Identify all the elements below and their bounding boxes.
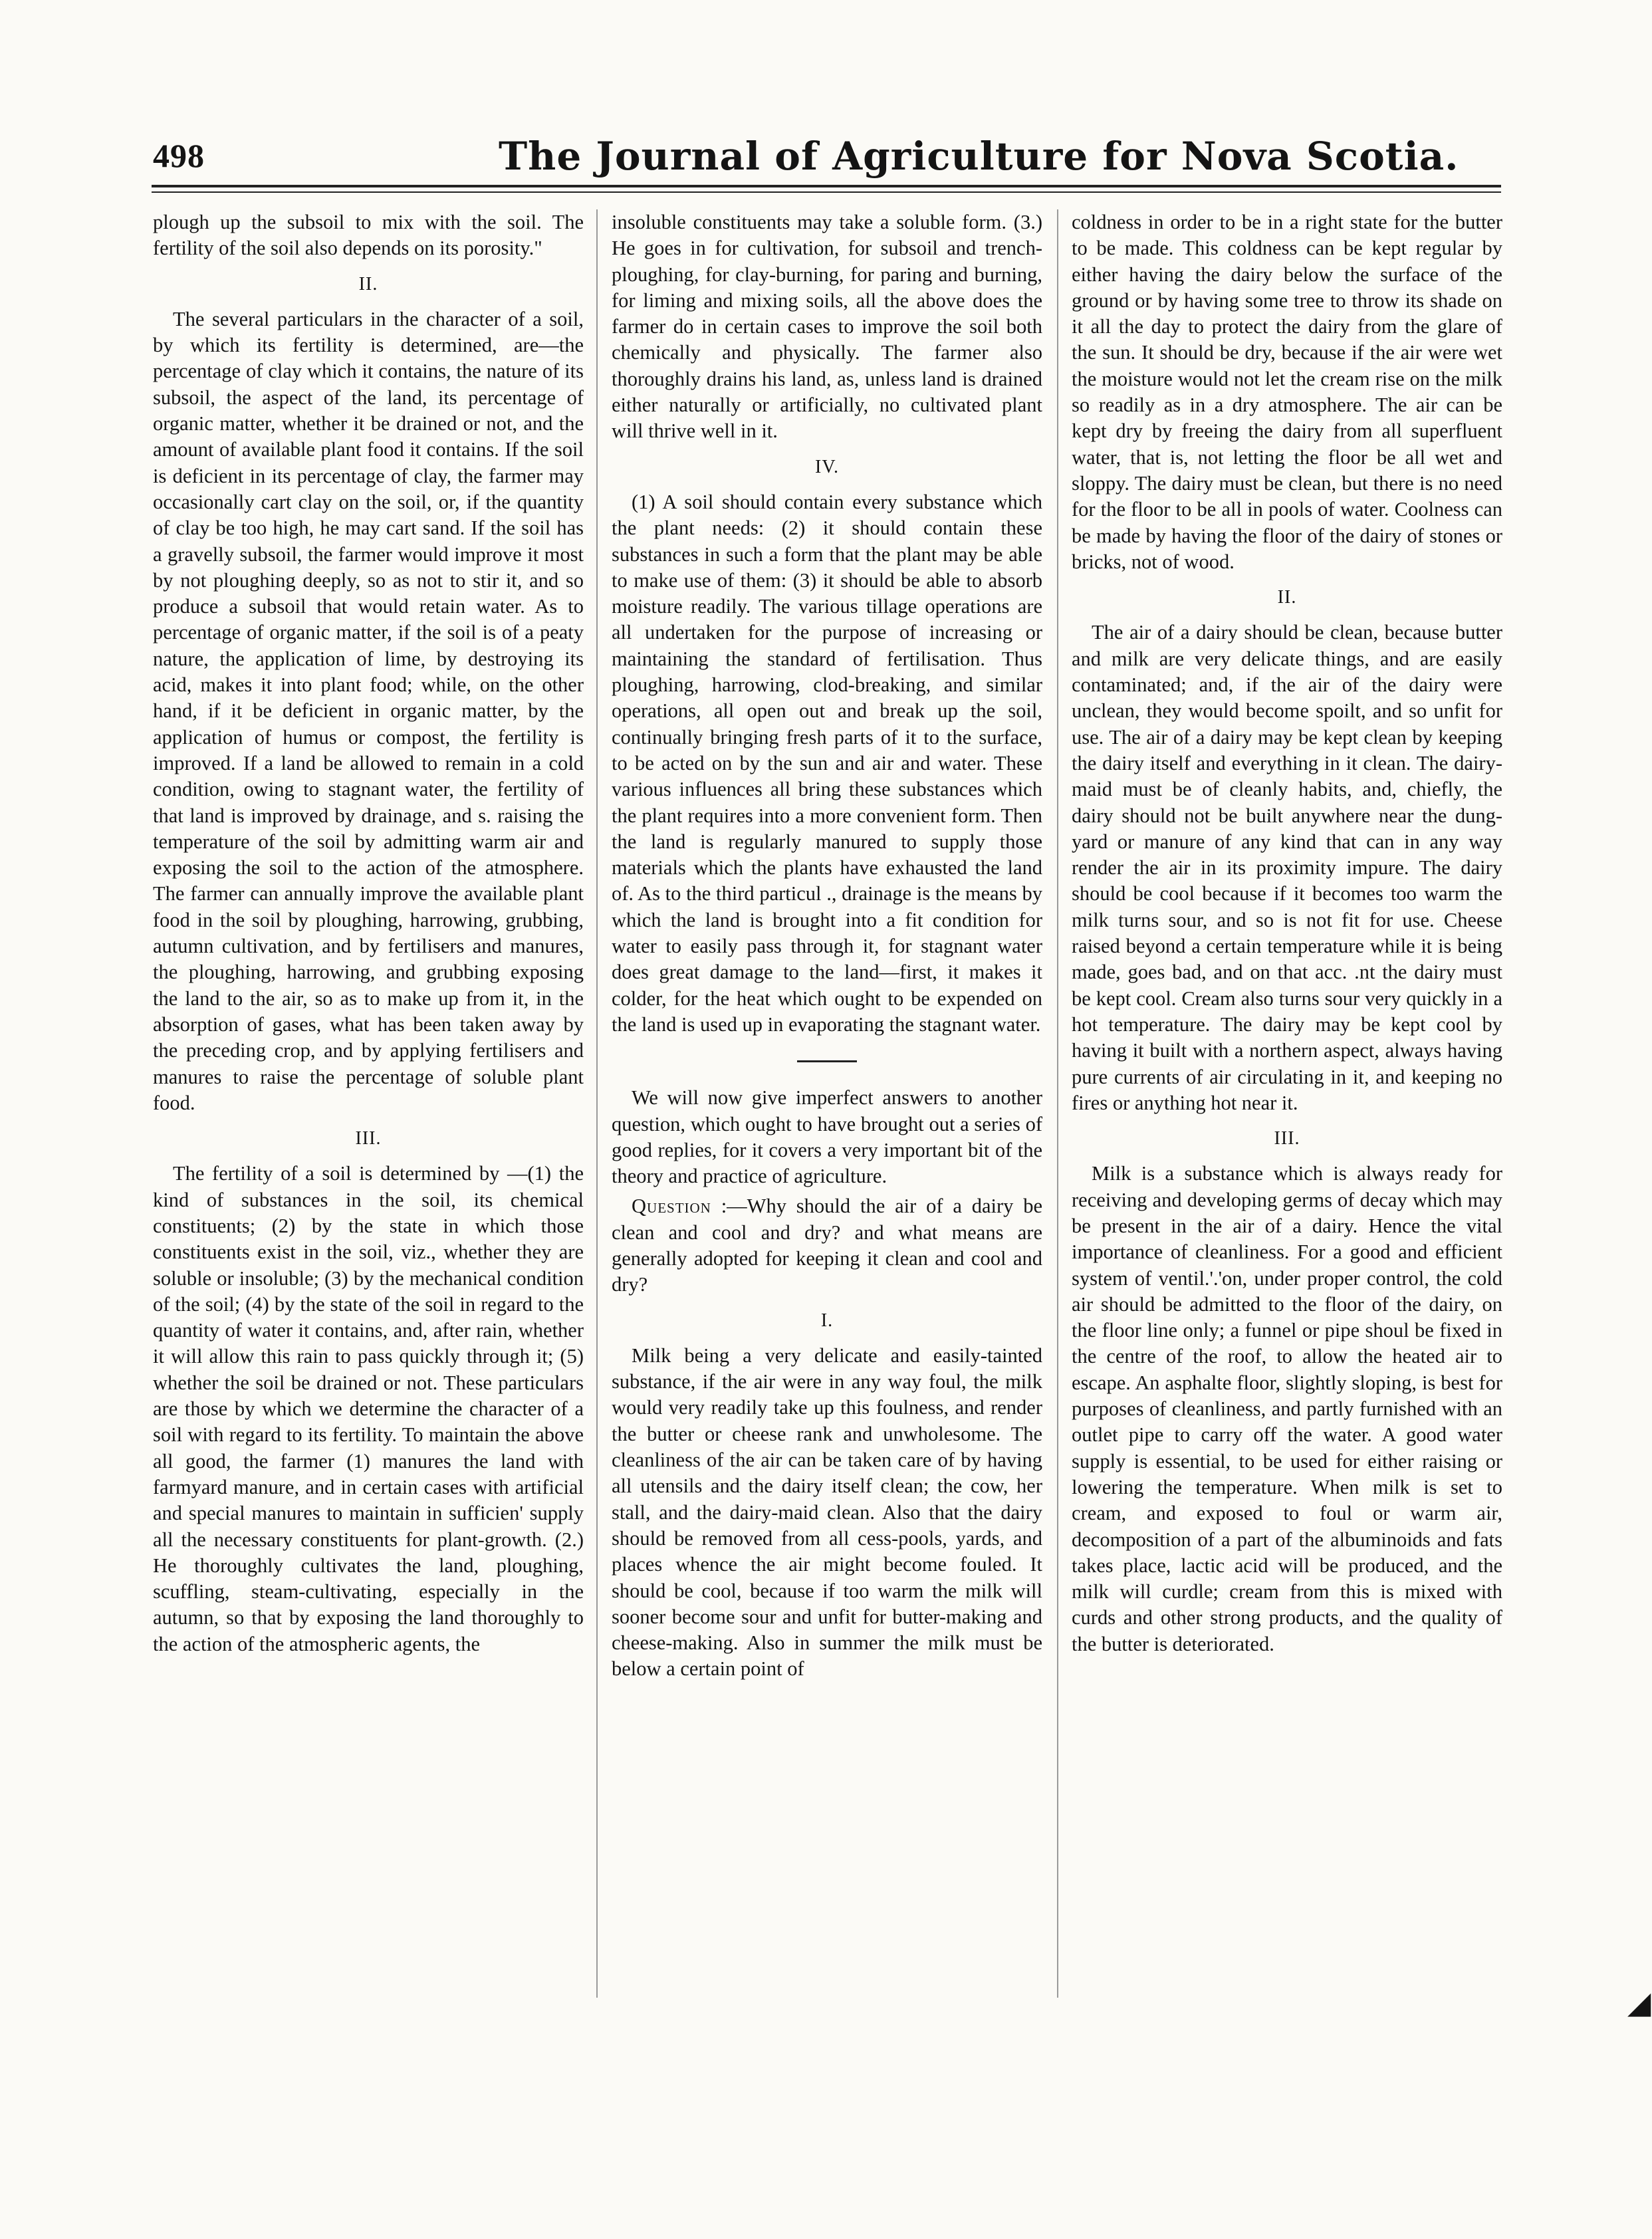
question-text: :—Why should the air of a dairy be clean and cool and dry? and what means are generally adopted for keeping it clean and cool and dry? bbox=[612, 1195, 1043, 1296]
section-separator bbox=[797, 1060, 857, 1062]
page-edge-mark: ◢ bbox=[1627, 1986, 1651, 2020]
section-numeral: III. bbox=[1274, 1128, 1300, 1149]
section-numeral: III. bbox=[355, 1128, 382, 1149]
paragraph: We will now give imperfect answers to another question, which ought to have brought out a series of good replies, for it covers a very important bit of the theory and practice of agriculture. bbox=[612, 1086, 1042, 1188]
paragraph: Milk being a very delicate and easily-tainted substance, if the air were in any way foul, the milk would very readily take up this foulness, and render the butter or cheese rank and unwholesome. The cleanliness of the air can be taken care of by having all utensils and the dairy itself clean; the cow, her stall, and the dairy-maid clean. Also that the dairy should be removed from all cess-pools, yards, and places whence the air might become fouled. It should be cool, because if too warm the milk will sooner become sour and unfit for butter-making and cheese-making. Also in summer the milk must be below a certain point of bbox=[612, 1344, 1042, 1681]
paragraph: coldness in order to be in a right state for the butter to be made. This coldness can be kept regular by either having the dairy below the surface of the ground or by having some tree to throw its shade on it all the day to protect the dairy from the glare of the sun. It should be dry, because if the air were wet the moisture would not let the cream rise on the milk so readily as in a dry atmosphere. The air can be kept dry by freeing the dairy from all superfluent water, that is, not letting the floor be all wet and sloppy. The dairy must be clean, but there is no need for the floor to be all in pools of water. Coolness can be made by having the floor of the dairy of stones or bricks, not of wood. bbox=[1072, 211, 1502, 573]
section-numeral: II. bbox=[1277, 587, 1297, 608]
paragraph: The fertility of a soil is determined by —(1) the kind of substances in the soil, its chemical constituents; (2) by the state in which those constituents exist in the soil, viz., whether they are soluble or insoluble; (3) by the mechanical condition of the soil; (4) by the state of the soil in regard to the quantity of water it contains, and, after rain, whether it will allow this rain to pass quickly through it; (5) whether the soil be drained or not. These particulars are those by which we determine the character of a soil with regard to its fertility. To maintain the above all good, the farmer (1) manures the land with farmyard manure, and in certain cases with artificial and special manures to maintain in sufficien' supply all the necessary constituents for plant-growth. (2.) He thoroughly cultivates the land, ploughing, scuffling, steam-cultivating, especially in the autumn, so that by exposing the land thoroughly to the action of the atmospheric agents, the bbox=[153, 1162, 584, 1655]
question-label: Question bbox=[632, 1195, 711, 1218]
column-divider bbox=[596, 209, 598, 1998]
text-column-3 bbox=[1072, 209, 1502, 1657]
paragraph: plough up the subsoil to mix with the soil. The fertility of the soil also depends on its porosity." bbox=[153, 211, 584, 260]
question-paragraph bbox=[612, 1193, 1042, 1298]
paragraph: Milk is a substance which is always ready for receiving and developing germs of decay which may be present in the air of a dairy. Hence the vital importance of cleanliness. For a good and efficient system of ventil.'.'on, under proper control, the cold air should be admitted to the floor of the dairy, on the floor line only; a funnel or pipe shoul be fixed in the centre of the roof, to allow the heated air to escape. An asphalte floor, slightly sloping, is best for purposes of cleanliness, and partly furnished with an outlet pipe to carry off the water. A good water supply is essential, to be used for either raising or lowering the temperature. When milk is set to cream, and exposed to foul or warm air, decomposition of a part of the albuminoids and fats takes place, lactic acid will be produced, and the milk will curdle; cream from this is mixed with curds and other strong products, and the quality of the butter is deteriorated. bbox=[1072, 1162, 1502, 1655]
section-numeral: I. bbox=[820, 1310, 834, 1331]
paragraph: (1) A soil should contain every substance which the plant needs: (2) it should contain these substances in such a form that the plant may be able to make use of them: (3) it should be able to absorb moisture readily. The various tillage operations are all undertaken for the purpose of increasing or maintaining the standard of fertilisation. Thus ploughing, harrowing, clod-breaking, and similar operations, all open out and break up the soil, continually bringing fresh parts of it to the surface, to be acted on by the sun and air and water. These various influences all bring these substances which the plant requires into a more convenient form. Then the land is regularly manured to supply those materials which the plants have exhausted the land of. As to the third particul ., drainage is the means by which the land is brought into a fit condition for water to easily pass through it, for stagnant water does great damage to the land—first, it makes it colder, for the heat which ought to be expended on the land is used up in evaporating the stagnant water. bbox=[612, 490, 1042, 1036]
text-column-2 bbox=[612, 209, 1042, 1683]
page-number: 498 bbox=[153, 137, 205, 174]
text-column-1 bbox=[153, 209, 584, 1657]
column-divider bbox=[1057, 209, 1058, 1998]
paragraph: The several particulars in the character of a soil, by which its fertility is determined, are—the percentage of clay which it contains, the nature of its subsoil, the aspect of the land, its percentage of organic matter, whether it be drained or not, and the amount of available plant food it contains. If the soil is deficient in its percentage of clay, the farmer may occasionally cart clay on the soil, or, if the quantity of clay be too high, he may cart sand. If the soil has a gravelly subsoil, the farmer would improve it most by not ploughing deeply, so as not to stir it, and so produce a subsoil that would retain water. As to percentage of organic matter, if the soil is of a peaty nature, the application of lime, by destroying its acid, makes it into plant food; while, on the other hand, if it be deficient in organic matter, by the application of humus or compost, the fertility is improved. If a land be allowed to remain in a cold condition, owing to stagnant water, the fertility of that land is improved by drainage, and s. raising the temperature of the soil by admitting warm air and exposing the soil to the action of the atmosphere. The farmer can annually improve the available plant food in the soil by ploughing, harrowing, grubbing, autumn cultivation, and by fertilisers and manures, the ploughing, harrowing, and grubbing exposing the land to the air, so as to make up from it, in the absorption of gases, what has been taken away by the preceding crop, and by applying fertilisers and manures to raise the percentage of soluble plant food. bbox=[153, 307, 584, 1114]
header-rule-thick bbox=[152, 185, 1501, 187]
paragraph: The air of a dairy should be clean, because butter and milk are very delicate things, and are easily contaminated; and, if the air of the dairy were unclean, they would become spoilt, and so unfit for use. The air of a dairy may be kept clean by keeping the dairy itself and everything in it clean. The dairy-maid must be of cleanly habits, and, chiefly, the dairy should not be built anywhere near the dung-yard or manure of any kind that can in any way render the air in its proximity impure. The dairy should be cool because if it becomes too warm the milk turns sour, and so is not fit for use. Cheese raised beyond a certain temperature while it is being made, goes bad, and on that acc. .nt the dairy must be kept cool. Cream also turns sour very quickly in a hot temperature. The dairy may be kept cool by having it built with a northern aspect, always having pure currents of air circulating in it, and keeping no fires or anything hot near it. bbox=[1072, 621, 1502, 1114]
paragraph: insoluble constituents may take a soluble form. (3.) He goes in for cultivation, for subsoil and trench-ploughing, for clay-burning, for paring and burning, for liming and mixing soils, all the above does the farmer do in certain cases to improve the soil both chemically and physically. The farmer also thoroughly drains his land, as, unless land is drained either naturally or artificially, no cultivated plant will thrive well in it. bbox=[612, 211, 1042, 443]
section-numeral: II. bbox=[358, 273, 378, 295]
header-rule-thin bbox=[152, 191, 1501, 193]
section-numeral: IV. bbox=[815, 456, 839, 477]
journal-title: The Journal of Agriculture for Nova Scotia. bbox=[499, 134, 1459, 179]
